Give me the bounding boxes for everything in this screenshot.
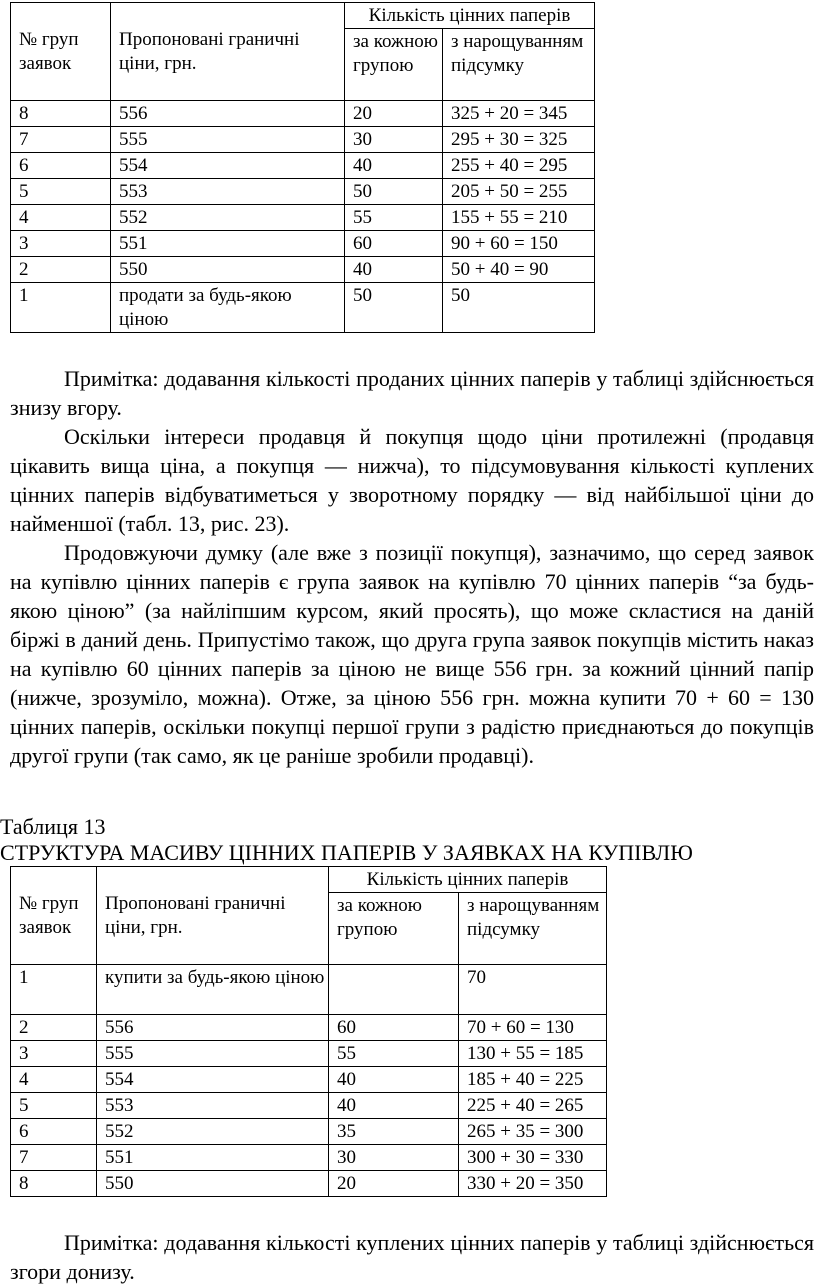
cell-cumulative: 70 xyxy=(459,965,607,1015)
cell-group: 3 xyxy=(11,1041,97,1067)
table-title: СТРУКТУРА МАСИВУ ЦІННИХ ПАПЕРІВ У ЗАЯВКАХ НА КУПІВЛЮ xyxy=(0,840,693,865)
cell-per-group: 35 xyxy=(329,1119,459,1145)
cell-per-group: 40 xyxy=(329,1093,459,1119)
note-buy xyxy=(10,1228,814,1286)
header-cumulative: з нарощуванням підсумку xyxy=(443,29,595,101)
cell-per-group: 40 xyxy=(345,153,443,179)
note-buy-text: Примітка: додавання кількості куплених цінних паперів у таблиці здійснюється згори донизу. xyxy=(10,1230,814,1284)
cell-price: 556 xyxy=(97,1015,329,1041)
cell-per-group: 30 xyxy=(329,1145,459,1171)
cell-price: 554 xyxy=(97,1067,329,1093)
cell-price: 550 xyxy=(111,257,345,283)
table-row xyxy=(11,965,607,1015)
table-row xyxy=(11,127,595,153)
cell-group: 7 xyxy=(11,1145,97,1171)
cell-price: 553 xyxy=(111,179,345,205)
header-per-group: за кожною групою xyxy=(345,29,443,101)
cell-cumulative: 185 + 40 = 225 xyxy=(459,1067,607,1093)
cell-group: 4 xyxy=(11,205,111,231)
table-row xyxy=(11,1145,607,1171)
cell-price: 551 xyxy=(97,1145,329,1171)
cell-per-group: 60 xyxy=(329,1015,459,1041)
table-row xyxy=(11,231,595,257)
table-row xyxy=(11,153,595,179)
cell-per-group: 20 xyxy=(345,101,443,127)
cell-price: купити за будь-якою ціною xyxy=(97,965,329,1015)
cell-group: 2 xyxy=(11,1015,97,1041)
cell-cumulative: 90 + 60 = 150 xyxy=(443,231,595,257)
cell-cumulative: 325 + 20 = 345 xyxy=(443,101,595,127)
paragraph-buyer-position xyxy=(10,538,814,770)
cell-cumulative: 155 + 55 = 210 xyxy=(443,205,595,231)
table-row xyxy=(11,257,595,283)
table-label: Таблиця 13 xyxy=(0,814,106,839)
table-row xyxy=(11,1093,607,1119)
cell-group: 6 xyxy=(11,1119,97,1145)
header-group-no: № груп заявок xyxy=(11,3,111,101)
cell-per-group: 20 xyxy=(329,1171,459,1197)
cell-per-group: 50 xyxy=(345,179,443,205)
cell-per-group: 50 xyxy=(345,283,443,333)
table-row xyxy=(11,1119,607,1145)
header-quantity: Кількість цінних паперів xyxy=(345,3,595,29)
buy-orders-table xyxy=(10,866,607,1197)
cell-cumulative: 130 + 55 = 185 xyxy=(459,1041,607,1067)
cell-group: 6 xyxy=(11,153,111,179)
cell-group: 5 xyxy=(11,179,111,205)
cell-price: 553 xyxy=(97,1093,329,1119)
cell-price: продати за будь-якою ціною xyxy=(111,283,345,333)
table-row xyxy=(11,101,595,127)
paragraph-opposite-interests-text: Оскільки інтереси продавця й покупця щодо ціни протилежні (продавця цікавить вища ціна, а покупця — нижча), то підсумовування кількості куплених цінних паперів відбуватиметься у зворотному порядку — від найбільшої ціни до найменшої (табл. 13, рис. 23). xyxy=(10,424,814,536)
header-price: Пропоновані граничні ціни, грн. xyxy=(97,867,329,965)
cell-price: 550 xyxy=(97,1171,329,1197)
cell-per-group: 55 xyxy=(329,1041,459,1067)
paragraph-buyer-position-text: Продовжуючи думку (але вже з позиції покупця), зазначимо, що серед заявок на купівлю цінних паперів є група заявок на купівлю 70 цінних паперів “за будь-якою ціною” (за найліпшим курсом, який просять), що може скластися на даній біржі в даний день. Припустімо також, що друга група заявок покупців містить наказ на купівлю 60 цінних паперів за ціною не вище 556 грн. за кожний цінний папір (нижче, зрозуміло, можна). Отже, за ціною 556 грн. можна купити 70 + 60 = 130 цінних паперів, оскільки покупці першої групи з радістю приєднаються до покупців другої групи (так само, як це раніше зробили продавці). xyxy=(10,540,814,768)
cell-group: 8 xyxy=(11,1171,97,1197)
cell-price: 555 xyxy=(97,1041,329,1067)
cell-per-group: 30 xyxy=(345,127,443,153)
note-sell xyxy=(10,364,814,422)
cell-cumulative: 295 + 30 = 325 xyxy=(443,127,595,153)
cell-group: 4 xyxy=(11,1067,97,1093)
cell-cumulative: 50 + 40 = 90 xyxy=(443,257,595,283)
cell-price: 551 xyxy=(111,231,345,257)
cell-group: 8 xyxy=(11,101,111,127)
cell-group: 7 xyxy=(11,127,111,153)
cell-group: 1 xyxy=(11,965,97,1015)
header-price: Пропоновані граничні ціни, грн. xyxy=(111,3,345,101)
cell-group: 5 xyxy=(11,1093,97,1119)
cell-cumulative: 330 + 20 = 350 xyxy=(459,1171,607,1197)
table-row xyxy=(11,1067,607,1093)
cell-price: 554 xyxy=(111,153,345,179)
cell-group: 1 xyxy=(11,283,111,333)
cell-cumulative: 225 + 40 = 265 xyxy=(459,1093,607,1119)
note-sell-text: Примітка: додавання кількості проданих цінних паперів у таблиці здійснюється знизу вгору. xyxy=(10,366,814,420)
cell-cumulative: 50 xyxy=(443,283,595,333)
header-quantity: Кількість цінних паперів xyxy=(329,867,607,893)
cell-per-group xyxy=(329,965,459,1015)
table-row xyxy=(11,283,595,333)
cell-cumulative: 205 + 50 = 255 xyxy=(443,179,595,205)
cell-per-group: 55 xyxy=(345,205,443,231)
cell-cumulative: 265 + 35 = 300 xyxy=(459,1119,607,1145)
header-per-group: за кожною групою xyxy=(329,893,459,965)
cell-group: 2 xyxy=(11,257,111,283)
cell-cumulative: 70 + 60 = 130 xyxy=(459,1015,607,1041)
cell-group: 3 xyxy=(11,231,111,257)
table-row xyxy=(11,205,595,231)
cell-per-group: 40 xyxy=(329,1067,459,1093)
sell-orders-table xyxy=(10,2,595,333)
cell-price: 556 xyxy=(111,101,345,127)
cell-per-group: 40 xyxy=(345,257,443,283)
table-row xyxy=(11,1015,607,1041)
table-row xyxy=(11,179,595,205)
cell-cumulative: 255 + 40 = 295 xyxy=(443,153,595,179)
cell-price: 552 xyxy=(97,1119,329,1145)
cell-per-group: 60 xyxy=(345,231,443,257)
header-cumulative: з нарощуванням підсумку xyxy=(459,893,607,965)
table-row xyxy=(11,1041,607,1067)
cell-cumulative: 300 + 30 = 330 xyxy=(459,1145,607,1171)
paragraph-opposite-interests xyxy=(10,422,814,538)
table-row xyxy=(11,1171,607,1197)
cell-price: 552 xyxy=(111,205,345,231)
header-group-no: № груп заявок xyxy=(11,867,97,965)
cell-price: 555 xyxy=(111,127,345,153)
